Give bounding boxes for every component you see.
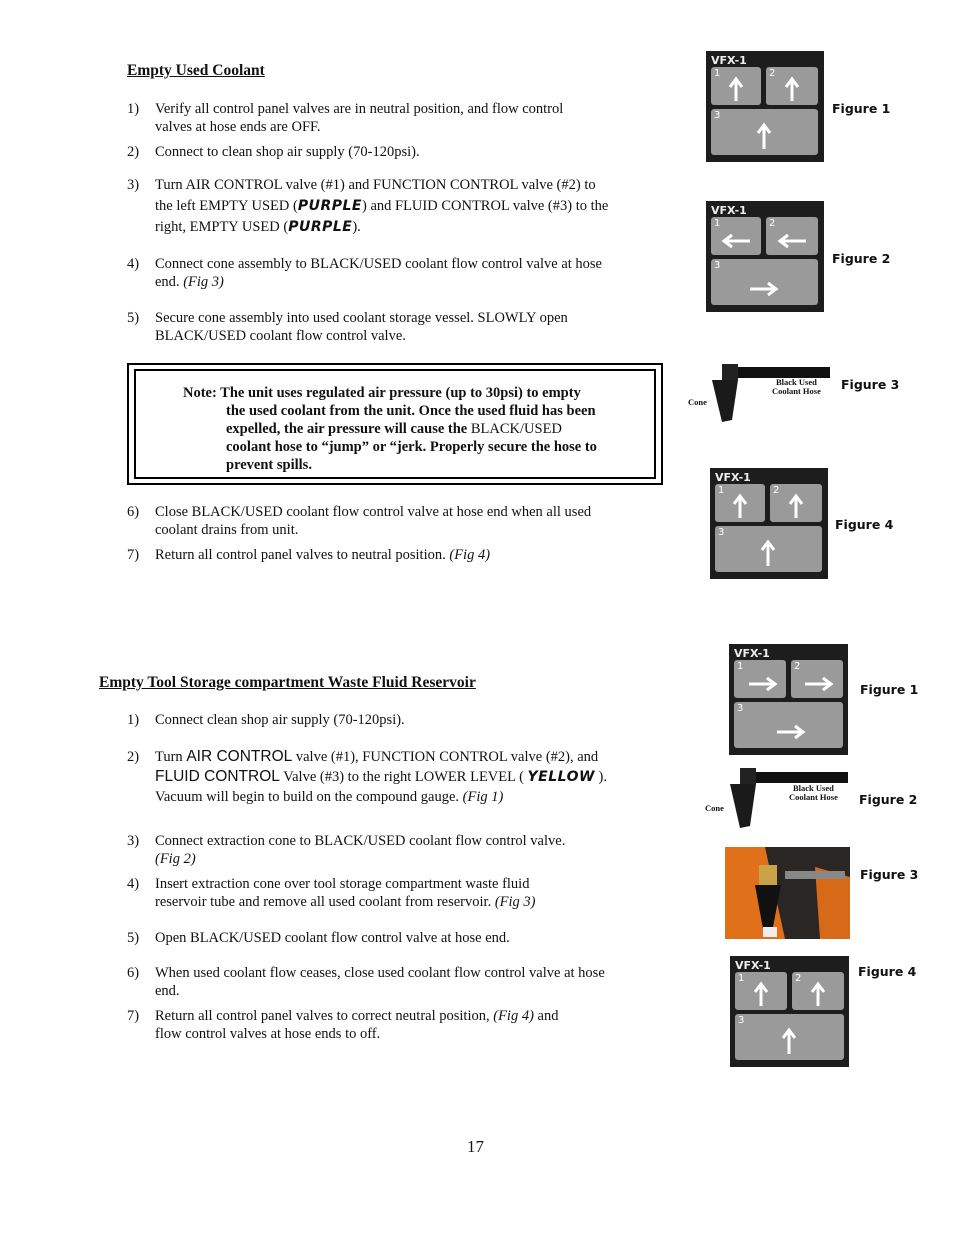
figure-label: Figure 1 (860, 682, 919, 697)
control-panel-image: VFX-1 1 2 3 (730, 956, 849, 1067)
control-panel-image: VFX-1 1 2 3 (729, 644, 848, 755)
hose-label: Black Used Coolant Hose (772, 377, 821, 396)
figure-label: Figure 4 (858, 964, 917, 979)
figure-label: Figure 2 (859, 792, 918, 807)
figure-label: Figure 3 (860, 867, 919, 882)
hose-label: Black Used Coolant Hose (789, 783, 838, 802)
section-heading-empty-used-coolant: Empty Used Coolant (127, 62, 265, 79)
figure-label: Figure 4 (835, 517, 894, 532)
section-heading-empty-tool-storage: Empty Tool Storage compartment Waste Fluid Reservoir (99, 674, 476, 691)
arrow-right-icons (729, 644, 848, 755)
figure-label: Figure 1 (832, 101, 891, 116)
reservoir-photo (725, 847, 850, 939)
arrow-up-icons (730, 956, 849, 1067)
cone-label: Cone (688, 397, 707, 407)
note-text: Note: The unit uses regulated air pressure (up to 30psi) to empty the used coolant from the unit. Once the used fluid has been expelled, the air pressure will cause the BLACK/USED coolant hose to “jump” or “jerk. Properly secure the hose to prevent spills. (183, 385, 597, 473)
note-box (127, 363, 663, 485)
arrow-up-icons (710, 468, 828, 579)
page-number: 17 (467, 1137, 484, 1156)
arrow-left-icons (706, 201, 824, 312)
figure-label: Figure 3 (841, 377, 900, 392)
cone-label: Cone (705, 803, 724, 813)
arrow-up-icons (706, 51, 824, 162)
control-panel-image: VFX-1 1 2 3 (706, 201, 824, 312)
control-panel-image: VFX-1 1 2 3 (710, 468, 828, 579)
figure-label: Figure 2 (832, 251, 891, 266)
control-panel-image: VFX-1 1 2 3 (706, 51, 824, 162)
